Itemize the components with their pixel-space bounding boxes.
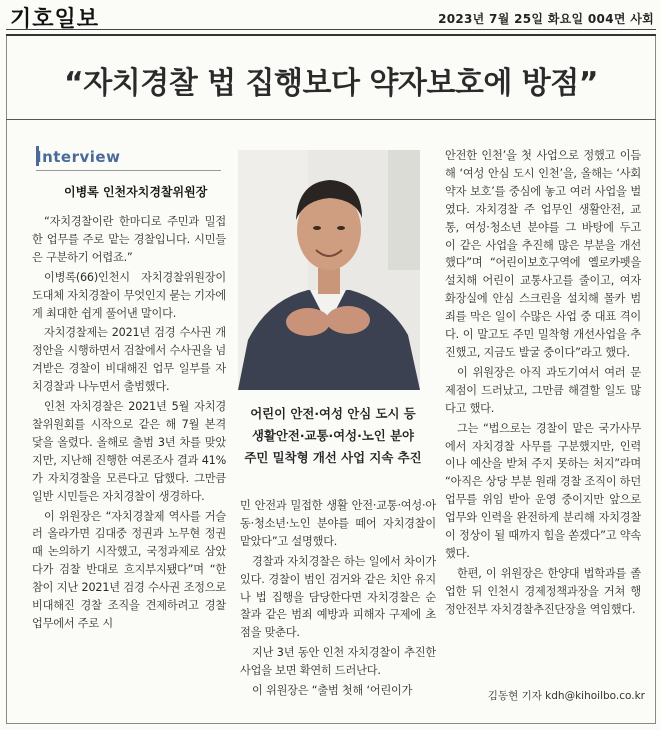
interviewee-photo bbox=[238, 150, 420, 390]
dateline: 2023년 7월 25일 화요일 004면 사회 bbox=[438, 12, 654, 26]
paragraph: 그는 “법으로는 경찰이 맡은 국가사무에서 자치경찰 사무를 구분했지만, 인력이나 예산을 받쳐 주지 못하는 처지”라며 “아직은 상당 부분 원래 경찰 조직이 하던 업무를 위임 받아 운영 중이지만 앞으로 업무와 인력을 완전하게 분리해 자치경찰이 정상이 될 때까지 힘을 쏟겠다”고 약속했다. bbox=[445, 421, 641, 560]
article-column-3 bbox=[445, 147, 641, 621]
paragraph: 민 안전과 밀접한 생활 안전·교통·여성·아동·청소년·노인 분야를 떼어 자치경찰이 맡았다”고 설명했다. bbox=[240, 499, 436, 548]
paragraph: 지난 3년 동안 인천 자치경찰이 추진한 사업을 보면 확연히 드러난다. bbox=[240, 646, 436, 678]
article-subhead bbox=[238, 403, 428, 469]
paragraph: 경찰과 자치경찰은 하는 일에서 차이가 있다. 경찰이 범인 검거와 같은 치안 유지나 법 집행을 담당한다면 자치경찰은 순찰과 같은 범죄 예방과 피해자 구제에 초점을 맞춘다. bbox=[240, 554, 436, 640]
newspaper-logo: 기호일보 bbox=[10, 7, 100, 32]
article-column-1 bbox=[32, 213, 226, 635]
paragraph: 이 위원장은 “자치경찰제 역사를 거슬러 올라가면 김대중 정권과 노무현 정권 때 논의하기 시작했고, 국정과제로 삼았다가 검찰 반대로 흐지부지됐다”며 “한참이 지난 2021년 검경 수사권 조정으로 비대해진 경찰 조직을 견제하려고 경찰 업무에서 주로 시 bbox=[32, 509, 226, 630]
paragraph: 이병록(66)인천시 자치경찰위원장이 도대체 자치경찰이 무엇인지 묻는 기자에게 최대한 쉽게 풀어낸 말이다. bbox=[32, 270, 226, 320]
paragraph: 이 위원장은 아직 과도기여서 여러 문제점이 드러났고, 그만큼 해결할 일도 많다고 했다. bbox=[445, 365, 641, 415]
paragraph: 자치경찰제는 2021년 검경 수사권 개정안을 시행하면서 검찰에서 수사권을 넘겨받은 경찰이 비대해진 업무 일부를 자치경찰과 나누면서 출범했다. bbox=[32, 326, 226, 394]
interview-divider bbox=[36, 170, 221, 171]
paragraph: 한편, 이 위원장은 한양대 법학과를 졸업한 뒤 인천시 경제정책과장을 거쳐 행정안전부 자치경찰추진단장을 역임했다. bbox=[445, 566, 641, 616]
masthead bbox=[6, 4, 656, 30]
interview-label: Interview bbox=[36, 148, 121, 166]
article-column-2 bbox=[240, 497, 436, 702]
paragraph: 안전한 인천’을 첫 사업으로 정했고 이듬해 ‘여성 안심 도시 인천’을, 올해는 ‘사회 약자 보호’를 중심에 놓고 여러 사업을 벌였다. 자치경찰 주 업무인 생활안전, 교통, 여성·청소년 분야를 그 바탕에 두고 이 같은 사업을 추진해 많은 부분을 개선했다”며 “어린이보호구역에 옐로카펫을 설치해 어린이 교통사고를 줄이고, 여자 화장실에 안심 스크린을 설치해 몰카 범죄를 막은 일이 수많은 사업 중 대표 격이다. 이 말고도 주민 밀착형 개선사업을 추진했고, 지금도 발굴 중이다”라고 했다. bbox=[445, 149, 641, 359]
subhead-line: 어린이 안전·여성 안심 도시 등 bbox=[250, 406, 416, 421]
portrait-illustration bbox=[238, 150, 420, 390]
headline-box bbox=[6, 34, 656, 120]
article-headline: “자치경찰 법 집행보다 약자보호에 방점” bbox=[64, 66, 598, 101]
paragraph: 인천 자치경찰은 2021년 5월 자치경찰위원회를 시작으로 같은 해 7월 본격 닻을 올렸다. 올해로 출범 3년 차를 맞았지만, 지난해 진행한 여론조사 결과 41%가 자치경찰을 모른다고 답했다. 그만큼 일반 시민들은 자치경찰이 생경하다. bbox=[32, 400, 226, 503]
interviewee-byline: 이병록 인천자치경찰위원장 bbox=[64, 185, 208, 199]
subhead-line: 주민 밀착형 개선 사업 지속 추진 bbox=[244, 450, 422, 465]
paragraph: 이 위원장은 “출범 첫해 ‘어린이가 bbox=[252, 684, 413, 698]
paragraph: “자치경찰이란 한마디로 주민과 밀접한 업무를 주로 맡는 경찰입니다. 시민들은 구분하기 어렵죠.” bbox=[32, 215, 226, 264]
subhead-line: 생활안전·교통·여성·노인 분야 bbox=[251, 428, 415, 443]
reporter-credit: 김동현 기자 kdh@kihoilbo.co.kr bbox=[487, 690, 645, 702]
